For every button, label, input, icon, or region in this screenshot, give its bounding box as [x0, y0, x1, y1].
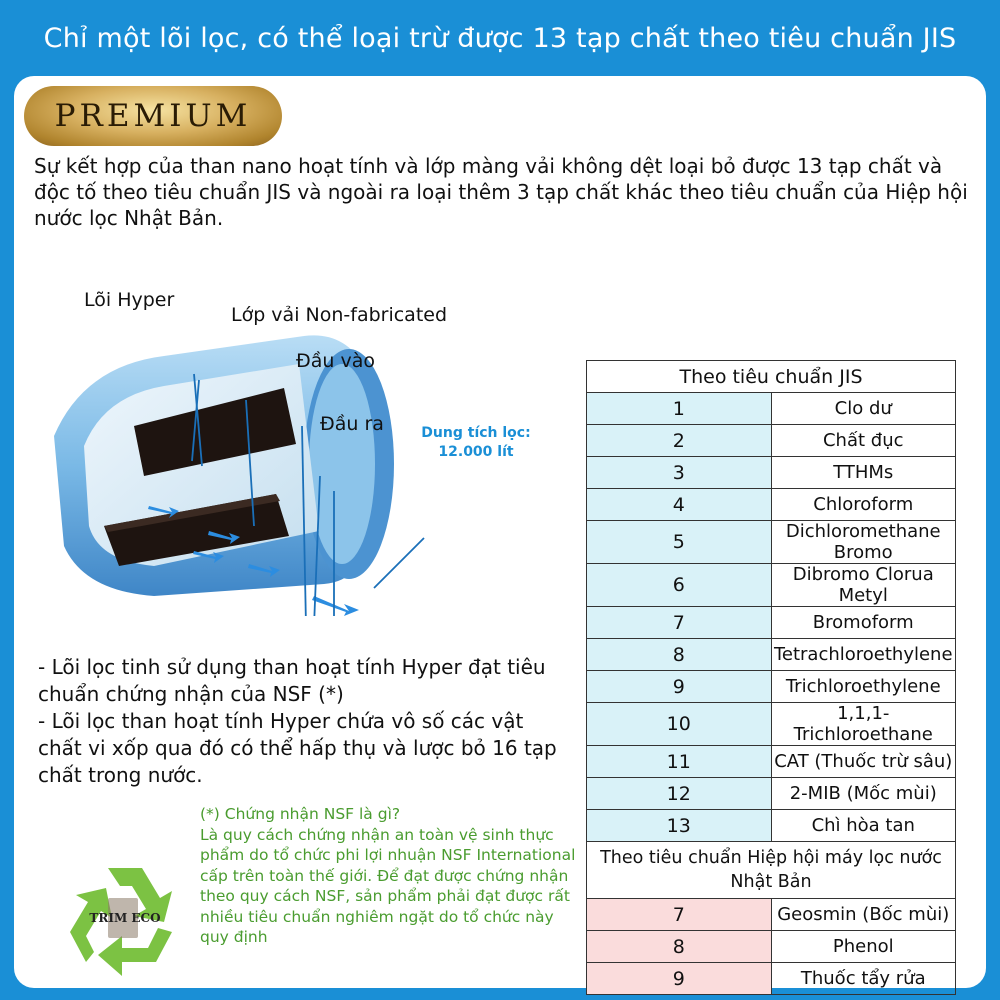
- table-row: [587, 425, 956, 457]
- row-number: 7: [587, 899, 772, 931]
- page-title: Chỉ một lõi lọc, có thể loại trừ được 13 tạp chất theo tiêu chuẩn JIS: [43, 22, 957, 54]
- feature-bullets: [38, 654, 558, 789]
- premium-badge: PREMIUM: [24, 86, 282, 146]
- row-number: 8: [587, 639, 772, 671]
- capacity-label: Dung tích lọc:: [421, 425, 531, 441]
- bullet-item: - Lõi lọc than hoạt tính Hyper chứa vô số các vật chất vi xốp qua đó có thể hấp thụ và lược bỏ 16 tạp chất trong nước.: [38, 709, 557, 787]
- association-header: [587, 842, 956, 899]
- row-number: 6: [587, 564, 772, 607]
- filter-capacity: [416, 424, 536, 462]
- table-row: [587, 963, 956, 995]
- contaminant-name: Dichloromethane Bromo: [771, 521, 956, 564]
- table-row: [587, 931, 956, 963]
- row-number: 1: [587, 393, 772, 425]
- label-nonfabric-layer: Lớp vải Non-fabricated: [231, 304, 448, 326]
- row-number: 7: [587, 607, 772, 639]
- table-row: [587, 778, 956, 810]
- label-hyper-core: Lõi Hyper: [84, 289, 175, 311]
- table-row: [587, 393, 956, 425]
- label-outlet: Đầu ra: [320, 413, 384, 435]
- row-number: 3: [587, 457, 772, 489]
- contaminant-name: 1,1,1-Trichloroethane: [771, 703, 956, 746]
- row-number: 4: [587, 489, 772, 521]
- contaminant-name: Thuốc tẩy rửa: [771, 963, 956, 995]
- contaminant-name: 2-MIB (Mốc mùi): [771, 778, 956, 810]
- contaminant-name: Chloroform: [771, 489, 956, 521]
- contaminant-name: Chất đục: [771, 425, 956, 457]
- jis-header-cell: Theo tiêu chuẩn JIS: [587, 361, 956, 393]
- table-row: [587, 703, 956, 746]
- contaminant-name: Tetrachloroethylene: [771, 639, 956, 671]
- contaminant-name: Bromoform: [771, 607, 956, 639]
- table-row: [587, 746, 956, 778]
- table-row: [587, 489, 956, 521]
- contaminant-name: Phenol: [771, 931, 956, 963]
- row-number: 5: [587, 521, 772, 564]
- table-row: [587, 810, 956, 842]
- row-number: 12: [587, 778, 772, 810]
- intro-paragraph: Sự kết hợp của than nano hoạt tính và lớp màng vải không dệt loại bỏ được 13 tạp chất và độc tố theo tiêu chuẩn JIS và ngoài ra loại thêm 3 tạp chất khác theo tiêu chuẩn của Hiệp hội nước lọc Nhật Bản.: [34, 154, 968, 230]
- contaminant-name: Trichloroethylene: [771, 671, 956, 703]
- contaminant-name: Geosmin (Bốc mùi): [771, 899, 956, 931]
- contaminant-table: [586, 360, 956, 995]
- row-number: 11: [587, 746, 772, 778]
- content-card: [14, 76, 986, 988]
- contaminant-name: Dibromo Clorua Metyl: [771, 564, 956, 607]
- table-row: [587, 671, 956, 703]
- row-number: 8: [587, 931, 772, 963]
- nsf-question: (*) Chứng nhận NSF là gì?: [200, 805, 401, 823]
- row-number: 2: [587, 425, 772, 457]
- table-row: [587, 607, 956, 639]
- association-header-cell: Theo tiêu chuẩn Hiệp hội máy lọc nước Nhật Bản: [587, 842, 956, 899]
- jis-header: [587, 361, 956, 393]
- contaminant-name: CAT (Thuốc trừ sâu): [771, 746, 956, 778]
- row-number: 10: [587, 703, 772, 746]
- trim-eco-logo: [60, 860, 190, 976]
- label-inlet: Đầu vào: [296, 350, 375, 372]
- table-row: [587, 899, 956, 931]
- table-row: [587, 457, 956, 489]
- row-number: 9: [587, 963, 772, 995]
- contaminant-name: TTHMs: [771, 457, 956, 489]
- nsf-note: [200, 804, 585, 948]
- bullet-item: - Lõi lọc tinh sử dụng than hoạt tính Hyper đạt tiêu chuẩn chứng nhận của NSF (*): [38, 655, 546, 706]
- nsf-answer: Là quy cách chứng nhận an toàn vệ sinh thực phẩm do tổ chức phi lợi nhuận NSF International cấp trên toàn thế giới. Để đạt được chứng nhận theo quy cách NSF, sản phẩm phải đạt được rất nhiều tiêu chuẩn nghiêm ngặt do tổ chức này quy định: [200, 825, 576, 946]
- table-row: [587, 564, 956, 607]
- contaminant-name: Clo dư: [771, 393, 956, 425]
- logo-text: TRIM ECO: [89, 911, 161, 925]
- table-row: [587, 639, 956, 671]
- contaminant-name: Chì hòa tan: [771, 810, 956, 842]
- capacity-value: 12.000 lít: [438, 444, 514, 460]
- table-row: [587, 521, 956, 564]
- row-number: 9: [587, 671, 772, 703]
- row-number: 13: [587, 810, 772, 842]
